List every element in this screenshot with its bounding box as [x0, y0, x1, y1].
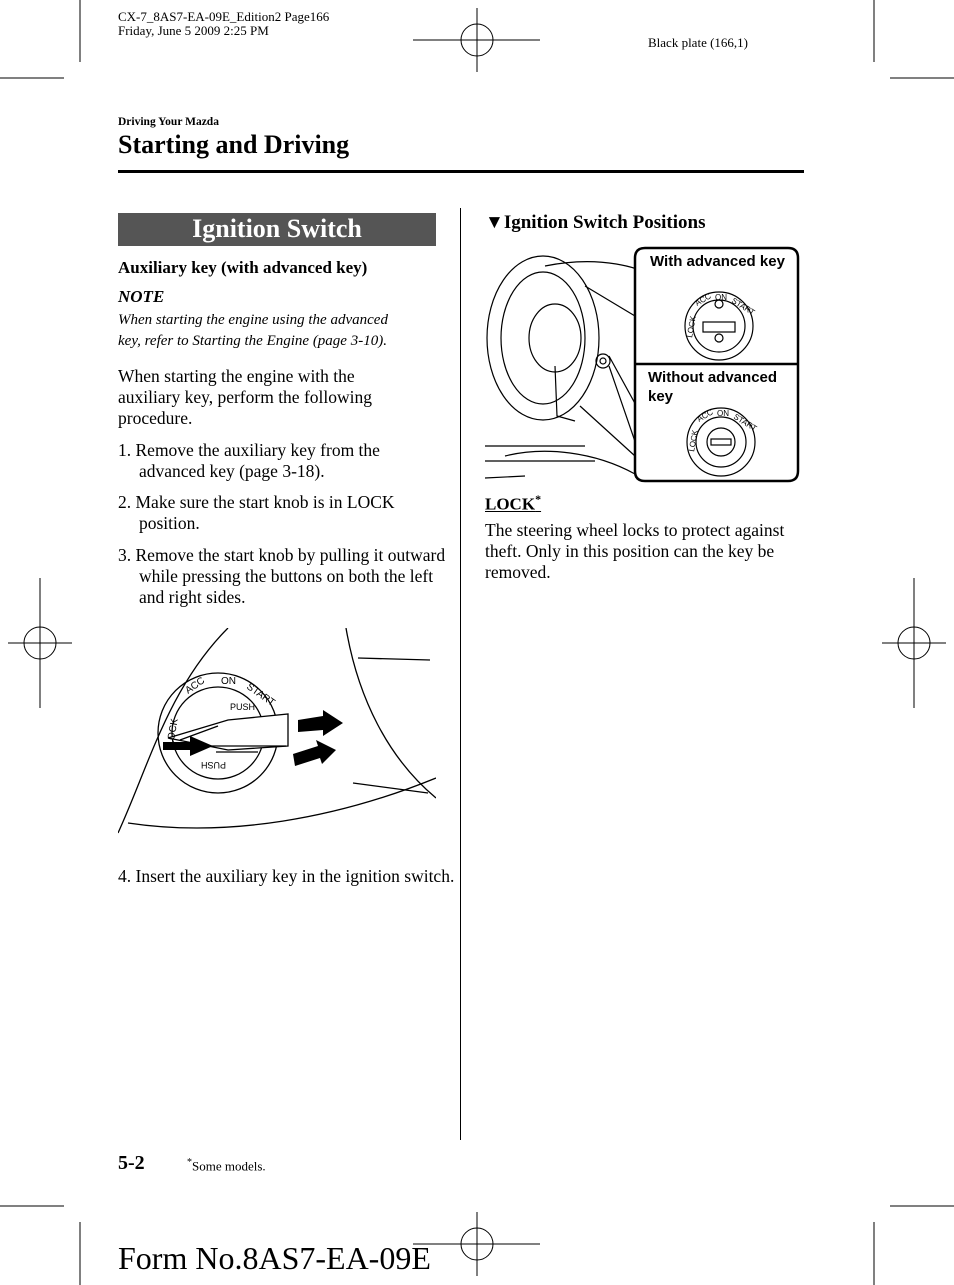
- position-label-lock: LOCK: [687, 429, 700, 453]
- print-plate-label: Black plate (166,1): [648, 35, 748, 50]
- knob-label-lock: LOCK: [165, 717, 181, 747]
- position-label-on: ON: [715, 293, 727, 302]
- list-item: 3. Remove the start knob by pulling it outward while pressing the buttons on both the left and right sides.: [118, 545, 446, 607]
- form-number: Form No.8AS7-EA-09E: [118, 1240, 431, 1276]
- note-line-2: key, refer to Starting the Engine (page 3-10).: [118, 333, 387, 349]
- position-label-lock: LOCK: [685, 315, 698, 339]
- list-item: 1. Remove the auxiliary key from the advanced key (page 3-18).: [118, 440, 380, 481]
- note-line-1: When starting the engine using the advanced: [118, 312, 388, 328]
- triangle-down-icon: ▼: [485, 212, 504, 233]
- knob-label-start: START: [244, 681, 277, 709]
- ignition-positions-figure: [485, 246, 803, 484]
- arrow-icon: [298, 710, 343, 736]
- knob-label-on: ON: [221, 676, 236, 687]
- note-label: NOTE: [118, 287, 165, 306]
- lock-heading: [485, 492, 541, 515]
- lock-heading-text: LOCK: [485, 494, 536, 514]
- position-label-start: START: [731, 412, 759, 434]
- knob-label-push: PUSH: [230, 702, 256, 712]
- list-item: 4. Insert the auxiliary key in the ignition switch.: [118, 866, 455, 886]
- star-marker: *: [535, 492, 542, 506]
- subheading: Auxiliary key (with advanced key): [118, 258, 368, 277]
- label-without-advanced-key: Without advanced key: [648, 369, 778, 405]
- label-with-advanced-key: With advanced key: [650, 253, 785, 270]
- header-rule: [118, 170, 804, 173]
- footnote: [187, 1157, 266, 1174]
- position-label-acc: ACC: [695, 407, 715, 424]
- position-label-acc: ACC: [693, 291, 713, 308]
- star-marker: *: [187, 1157, 192, 1168]
- section-label: Driving Your Mazda: [118, 116, 219, 128]
- list-item: 2. Make sure the start knob is in LOCK position.: [118, 492, 395, 533]
- position-label-on: ON: [717, 409, 729, 418]
- page-number: 5-2: [118, 1152, 145, 1174]
- position-label-start: START: [729, 296, 757, 318]
- intro-paragraph: When starting the engine with the auxiliary key, perform the following procedure.: [118, 366, 372, 428]
- arrow-icon: [293, 740, 336, 766]
- knob-label-acc: ACC: [183, 675, 208, 697]
- column-divider: [460, 208, 461, 1140]
- print-header-line1: CX-7_8AS7-EA-09E_Edition2 Page166: [118, 9, 330, 24]
- positions-heading-text: Ignition Switch Positions: [503, 212, 706, 233]
- page-title: Starting and Driving: [118, 130, 350, 159]
- section-banner: Ignition Switch: [118, 213, 436, 246]
- lock-description: The steering wheel locks to protect against theft. Only in this position can the key be removed.: [485, 520, 785, 582]
- print-header-line2: Friday, June 5 2009 2:25 PM: [118, 23, 269, 38]
- knob-label-push: PUSH: [200, 760, 226, 770]
- footnote-text: Some models.: [192, 1158, 266, 1174]
- start-knob-figure: [118, 628, 436, 842]
- positions-heading: [485, 212, 705, 234]
